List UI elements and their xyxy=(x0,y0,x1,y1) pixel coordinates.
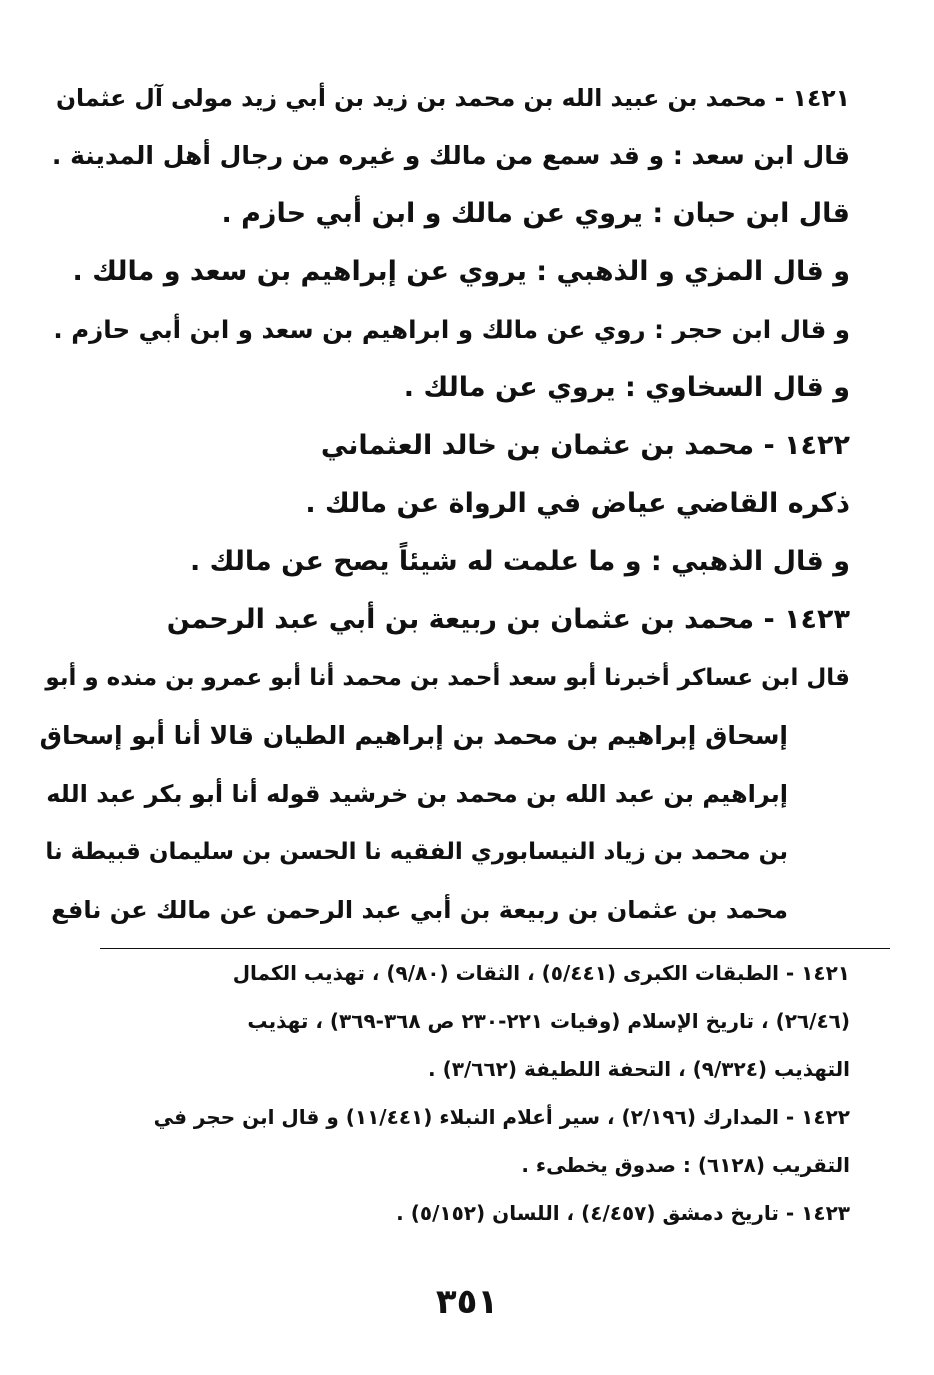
footnote-1422-line-1: ١٤٢٢ - المدارك (٢/١٩٦) ، سير أعلام النبلاء (١١/٤٤١) و قال ابن حجر في xyxy=(153,1105,850,1129)
footnote-1421-line-3: التهذيب (٩/٣٢٤) ، التحفة اللطيفة (٣/٦٦٢) . xyxy=(428,1057,850,1081)
footnote-separator xyxy=(100,948,890,949)
body-line-ibn-hajar: و قال ابن حجر : روي عن مالك و ابراهيم بن سعد و ابن أبي حازم . xyxy=(53,315,850,344)
isnad-line-4: محمد بن عثمان بن ربيعة بن أبي عبد الرحمن عن مالك عن نافع xyxy=(51,896,788,924)
isnad-line-2: إبراهيم بن عبد الله بن محمد بن خرشيد قوله أنا أبو بكر عبد الله xyxy=(46,780,788,808)
entry-1422-heading: ١٤٢٢ - محمد بن عثمان بن خالد العثماني xyxy=(320,430,850,461)
entry-1423-heading: ١٤٢٣ - محمد بن عثمان بن ربيعة بن أبي عبد الرحمن xyxy=(166,604,850,635)
body-line-dhahabi: و قال الذهبي : و ما علمت له شيئاً يصح عن مالك . xyxy=(189,546,850,577)
body-line-ibn-asakir: قال ابن عساكر أخبرنا أبو سعد أحمد بن محمد أنا أبو عمرو بن منده و أبو xyxy=(45,665,850,691)
footnote-1422-line-2: التقريب (٦١٢٨) : صدوق يخطىء . xyxy=(521,1153,850,1177)
body-line-mizzi-dhahabi: و قال المزي و الذهبي : يروي عن إبراهيم بن سعد و مالك . xyxy=(72,256,850,287)
body-line-sakhawi: و قال السخاوي : يروي عن مالك . xyxy=(403,372,850,403)
footnote-1421-line-2: (٢٦/٤٦) ، تاريخ الإسلام (وفيات ٢٢١-٢٣٠ ص ٣٦٨-٣٦٩) ، تهذيب xyxy=(247,1009,850,1033)
footnote-1423: ١٤٢٣ - تاريخ دمشق (٤/٤٥٧) ، اللسان (٥/١٥٢) . xyxy=(396,1201,850,1225)
page-number: ٣٥١ xyxy=(435,1282,499,1322)
body-line-qadi-iyad: ذكره القاضي عياض في الرواة عن مالك . xyxy=(305,488,850,519)
body-line-ibn-saad: قال ابن سعد : و قد سمع من مالك و غيره من رجال أهل المدينة . xyxy=(51,141,850,170)
footnote-1421-line-1: ١٤٢١ - الطبقات الكبرى (٥/٤٤١) ، الثقات (٩/٨٠) ، تهذيب الكمال xyxy=(232,961,850,985)
isnad-line-1: إسحاق إبراهيم بن محمد بن إبراهيم الطيان قالا أنا أبو إسحاق xyxy=(39,721,788,750)
entry-1421-heading: ١٤٢١ - محمد بن عبيد الله بن محمد بن زيد بن أبي زيد مولى آل عثمان xyxy=(55,84,850,112)
body-line-ibn-hibban: قال ابن حبان : يروي عن مالك و ابن أبي حازم . xyxy=(221,198,850,229)
isnad-line-3: بن محمد بن زياد النيسابوري الفقيه نا الحسن بن سليمان قبيطة نا xyxy=(45,839,788,865)
